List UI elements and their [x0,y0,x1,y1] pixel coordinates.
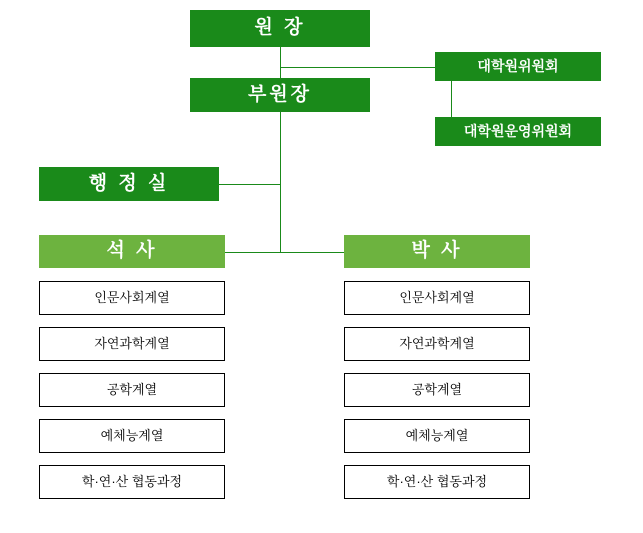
leaf-masters-4[interactable]: 예체능계열 [39,419,225,453]
leaf-masters-1[interactable]: 인문사회계열 [39,281,225,315]
leaf-doctoral-1[interactable]: 인문사회계열 [344,281,530,315]
node-grad-operating-committee[interactable]: 대학원운영위원회 [435,117,601,146]
leaf-doctoral-4[interactable]: 예체능계열 [344,419,530,453]
leaf-doctoral-2[interactable]: 자연과학계열 [344,327,530,361]
connector-to-admin-office [219,184,281,185]
leaf-masters-2[interactable]: 자연과학계열 [39,327,225,361]
node-grad-committee[interactable]: 대학원위원회 [435,52,601,81]
node-admin-office[interactable]: 행 정 실 [39,167,219,201]
connector-to-grad-committee [280,67,435,68]
connector-vice-down-spine [280,112,281,252]
node-masters[interactable]: 석 사 [39,235,225,268]
leaf-masters-3[interactable]: 공학계열 [39,373,225,407]
leaf-doctoral-5[interactable]: 학·연·산 협동과정 [344,465,530,499]
leaf-masters-5[interactable]: 학·연·산 협동과정 [39,465,225,499]
node-vice-director[interactable]: 부원장 [190,78,370,112]
node-director[interactable]: 원 장 [190,10,370,47]
node-doctoral[interactable]: 박 사 [344,235,530,268]
connector-director-to-vice [280,47,281,78]
leaf-doctoral-3[interactable]: 공학계열 [344,373,530,407]
